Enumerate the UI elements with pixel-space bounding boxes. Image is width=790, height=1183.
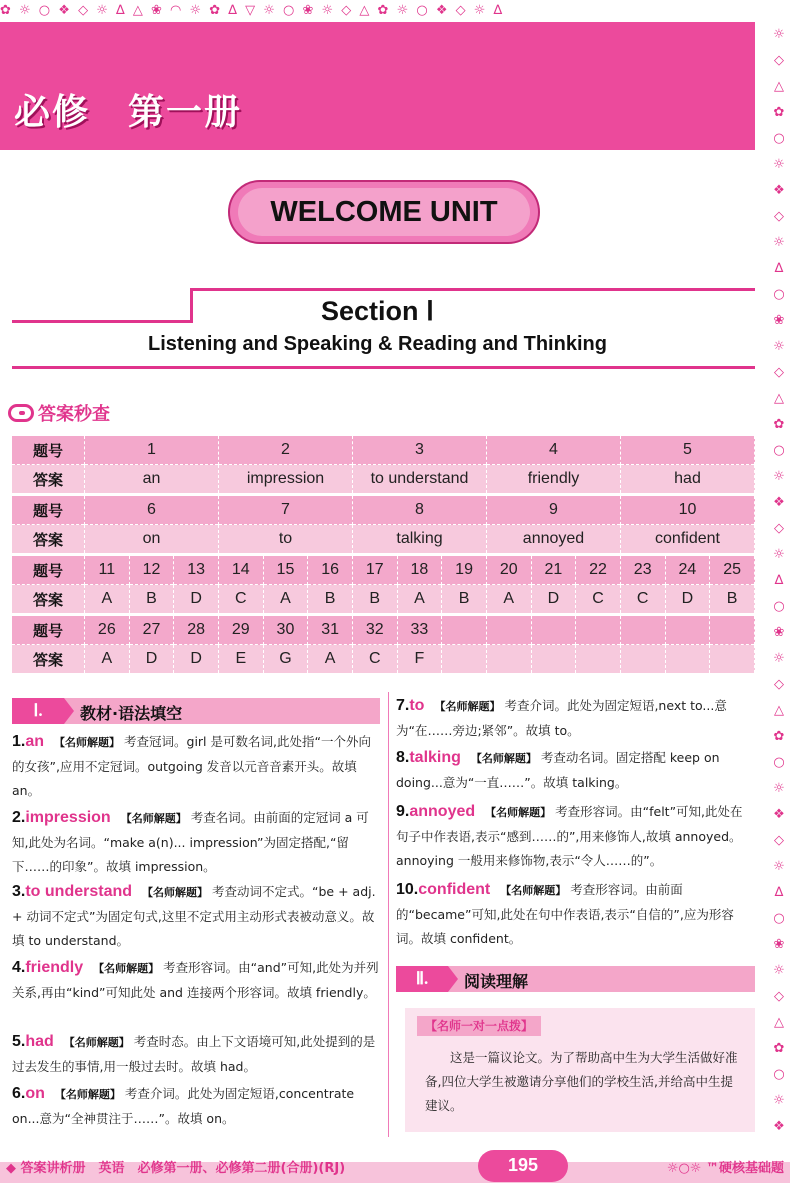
- item-explanation: 考查形容词。由“felt”可知,此处在句子中作表语,表示“感到……的”,用来修饰人,故填 annoyed。annoying 一般用来修饰物,表示“令人……的”。: [396, 804, 743, 868]
- answer-value: D: [174, 645, 219, 674]
- question-number: 32: [352, 616, 397, 645]
- item-number: 7.: [396, 697, 410, 714]
- decor-glyph: ❖: [773, 495, 785, 510]
- item-number: 6.: [12, 1085, 26, 1102]
- question-number: 30: [263, 616, 308, 645]
- answers-heading: [8, 400, 110, 426]
- answer-value: [442, 645, 487, 674]
- item-tag: 【名师解题】: [63, 1036, 130, 1049]
- question-number: 4: [487, 436, 621, 465]
- decor-glyph: ✿: [773, 729, 785, 744]
- item-answer: to understand: [25, 883, 133, 900]
- answer-value: A: [397, 585, 442, 614]
- question-number-row: [12, 556, 755, 585]
- grammar-item: [12, 806, 380, 879]
- decor-glyph: ❀: [773, 625, 785, 640]
- decor-glyph: ☼: [773, 547, 785, 562]
- decor-glyph: ◇: [774, 53, 784, 68]
- item-explanation: 考查时态。由上下文语境可知,此处提到的是过去发生的事情,用一般过去时。故填 had。: [12, 1034, 376, 1074]
- item-tag: 【名师解题】: [142, 886, 209, 899]
- top-decorative-border: ✿ ☼ ○ ❖ ◇ ☼ ∆ △ ❀ ◠ ☼ ✿ ∆ ▽ ☼ ○ ❀ ☼ ◇ △ ✿ ☼ ○ ❖ ◇ ☼ ∆: [0, 0, 790, 22]
- decor-glyph: ☼: [773, 469, 785, 484]
- footer-series-title: ☼○☼ ™硬核基础题: [666, 1161, 784, 1176]
- question-number: 13: [174, 556, 219, 585]
- decor-glyph: ◇: [774, 833, 784, 848]
- column-divider: [388, 692, 389, 1137]
- decor-glyph: ❖: [773, 1119, 785, 1134]
- answer-value: [665, 645, 710, 674]
- answer-value: on: [85, 525, 219, 554]
- item-number: 3.: [12, 883, 26, 900]
- question-number: 11: [85, 556, 130, 585]
- answer-value: C: [576, 585, 621, 614]
- decor-glyph: ◇: [774, 365, 784, 380]
- item-answer: friendly: [25, 959, 84, 976]
- answer-value: F: [397, 645, 442, 674]
- item-explanation: 考查形容词。由前面的“became”可知,此处在句中作表语,表示“自信的”,应为形容词。故填 confident。: [396, 882, 734, 946]
- question-number: [486, 616, 531, 645]
- answer-value: friendly: [487, 465, 621, 494]
- grammar-item: [12, 730, 380, 803]
- grammar-item: [12, 880, 380, 953]
- answer-table: [12, 436, 755, 493]
- answer-value: A: [486, 585, 531, 614]
- answer-value: confident: [621, 525, 755, 554]
- item-answer: had: [25, 1033, 54, 1050]
- item-answer: to: [409, 697, 425, 714]
- item-explanation: 考查介词。此处为固定短语,concentrate on...意为“全神贯注于……”。故填 on。: [12, 1086, 355, 1126]
- item-tag: 【名师解题】: [54, 736, 121, 749]
- grammar-item: [12, 1082, 380, 1131]
- question-number: 17: [352, 556, 397, 585]
- question-number: [576, 616, 621, 645]
- item-explanation: 考查名词。由前面的定冠词 a 可知,此处为名词。“make a(n)... impression”为固定搭配,“留下……的印象”。故填 impression。: [12, 810, 369, 874]
- question-number: [665, 616, 710, 645]
- question-number: 23: [620, 556, 665, 585]
- answer-table: [12, 616, 755, 673]
- answer-value: [620, 645, 665, 674]
- item-answer: an: [25, 733, 45, 750]
- footer-book-title: ◆ 答案讲析册 英语 必修第一册、必修第二册(合册)(RJ): [6, 1161, 346, 1176]
- question-number: 12: [129, 556, 174, 585]
- decor-glyph: ◇: [774, 677, 784, 692]
- question-number: 25: [710, 556, 755, 585]
- answer-row: [12, 585, 755, 614]
- answer-value: C: [620, 585, 665, 614]
- question-number: 18: [397, 556, 442, 585]
- item-tag: 【名师解题】: [120, 812, 187, 825]
- answer-value: to understand: [353, 465, 487, 494]
- teacher-tip-tag: 【名师一对一点拨】: [417, 1016, 541, 1036]
- question-number: 15: [263, 556, 308, 585]
- answer-value: D: [129, 645, 174, 674]
- item-number: 9.: [396, 803, 410, 820]
- question-number: 22: [576, 556, 621, 585]
- question-number-row: [12, 496, 755, 525]
- decor-glyph: ○: [773, 755, 785, 770]
- question-number-row: [12, 436, 755, 465]
- question-number-label: 题号: [12, 556, 85, 585]
- part1-number: Ⅰ.: [12, 698, 64, 724]
- answer-value: C: [352, 645, 397, 674]
- answer-value: to: [219, 525, 353, 554]
- answer-value: B: [308, 585, 353, 614]
- grammar-item: [396, 746, 755, 795]
- question-number: 31: [308, 616, 353, 645]
- decor-glyph: ✿: [773, 417, 785, 432]
- decor-glyph: △: [774, 703, 784, 718]
- question-number: 29: [218, 616, 263, 645]
- item-explanation: 考查动名词。固定搭配 keep on doing...意为“一直……”。故填 talking。: [396, 750, 720, 790]
- answers-heading-label: 答案秒查: [38, 404, 110, 425]
- answer-value: C: [218, 585, 263, 614]
- answer-value: A: [263, 585, 308, 614]
- item-tag: 【名师解题】: [485, 806, 552, 819]
- decor-glyph: ✿: [773, 1041, 785, 1056]
- item-number: 1.: [12, 733, 26, 750]
- question-number: 19: [442, 556, 487, 585]
- decor-glyph: ☼: [773, 157, 785, 172]
- answer-label: 答案: [12, 645, 85, 674]
- part2-number: Ⅱ.: [396, 966, 448, 992]
- question-number: 21: [531, 556, 576, 585]
- answer-row: [12, 465, 755, 494]
- decor-glyph: ∆: [774, 573, 784, 588]
- decor-glyph: ❖: [773, 807, 785, 822]
- answer-lookup-icon: [8, 404, 34, 422]
- item-tag: 【名师解题】: [500, 884, 567, 897]
- question-number-label: 题号: [12, 496, 85, 525]
- item-number: 2.: [12, 809, 26, 826]
- question-number: 1: [85, 436, 219, 465]
- decor-glyph: ☼: [773, 859, 785, 874]
- unit-title-pill: [228, 180, 540, 244]
- question-number: [442, 616, 487, 645]
- chapter-banner: [0, 22, 755, 150]
- answer-value: had: [621, 465, 755, 494]
- item-answer: on: [25, 1085, 45, 1102]
- decor-glyph: ◇: [774, 989, 784, 1004]
- answer-value: [710, 645, 755, 674]
- item-tag: 【名师解题】: [93, 962, 160, 975]
- decor-glyph: △: [774, 391, 784, 406]
- decor-glyph: ◇: [774, 521, 784, 536]
- answer-value: [576, 645, 621, 674]
- item-explanation: 考查介词。此处为固定短语,next to...意为“在……旁边;紧邻”。故填 to。: [396, 698, 727, 738]
- answer-value: [531, 645, 576, 674]
- answer-value: annoyed: [487, 525, 621, 554]
- part1-header: [12, 698, 380, 724]
- item-number: 10.: [396, 881, 419, 898]
- page-number-pill: [478, 1150, 568, 1182]
- decor-glyph: ☼: [773, 1093, 785, 1108]
- answer-value: A: [308, 645, 353, 674]
- item-answer: confident: [418, 881, 491, 898]
- decor-glyph: ○: [773, 443, 785, 458]
- grammar-item: [396, 800, 755, 873]
- question-number: 2: [219, 436, 353, 465]
- answer-value: D: [174, 585, 219, 614]
- decor-glyph: ○: [773, 287, 785, 302]
- section-title: Section Ⅰ: [321, 296, 434, 326]
- decor-glyph: △: [774, 1015, 784, 1030]
- item-answer: annoyed: [409, 803, 476, 820]
- answer-value: B: [352, 585, 397, 614]
- question-number: 33: [397, 616, 442, 645]
- answer-value: G: [263, 645, 308, 674]
- decor-glyph: ☼: [773, 339, 785, 354]
- chapter-title: 必修 第一册: [14, 92, 243, 133]
- answer-value: B: [129, 585, 174, 614]
- decor-glyph: ○: [773, 599, 785, 614]
- right-decorative-border: [768, 22, 790, 1152]
- unit-title: WELCOME UNIT: [270, 196, 498, 228]
- decor-glyph: ○: [773, 131, 785, 146]
- decor-glyph: ☼: [773, 963, 785, 978]
- item-number: 5.: [12, 1033, 26, 1050]
- question-number: 20: [486, 556, 531, 585]
- decor-glyph: △: [774, 79, 784, 94]
- answer-label: 答案: [12, 465, 85, 494]
- question-number: 10: [621, 496, 755, 525]
- question-number: [710, 616, 755, 645]
- answer-value: impression: [219, 465, 353, 494]
- part2-title: 阅读理解: [464, 972, 529, 991]
- question-number: 6: [85, 496, 219, 525]
- decor-glyph: ❖: [773, 183, 785, 198]
- item-tag: 【名师解题】: [434, 700, 501, 713]
- item-tag: 【名师解题】: [54, 1088, 121, 1101]
- decor-glyph: ❀: [773, 937, 785, 952]
- answer-table: [12, 556, 755, 613]
- decor-glyph: ☼: [773, 781, 785, 796]
- item-number: 4.: [12, 959, 26, 976]
- grammar-item: [12, 1030, 380, 1079]
- item-explanation: 考查动词不定式。“be + adj. + 动词不定式”为固定句式,这里不定式用主动形式表被动意义。故填 to understand。: [12, 884, 376, 948]
- question-number: [531, 616, 576, 645]
- question-number: 28: [174, 616, 219, 645]
- grammar-item: [12, 956, 380, 1005]
- decor-glyph: ❀: [773, 313, 785, 328]
- question-number: 5: [621, 436, 755, 465]
- answer-value: A: [85, 585, 130, 614]
- item-number: 8.: [396, 749, 410, 766]
- teacher-tip-text: 这是一篇议论文。为了帮助高中生为大学生活做好准备,四位大学生被邀请分享他们的学校生活,并给高中生提建议。: [425, 1050, 738, 1113]
- decor-glyph: ✿: [773, 105, 785, 120]
- answer-label: 答案: [12, 585, 85, 614]
- question-number: 27: [129, 616, 174, 645]
- item-tag: 【名师解题】: [470, 752, 537, 765]
- decor-glyph: ☼: [773, 651, 785, 666]
- item-explanation: 考查冠词。girl 是可数名词,此处指“一个外向的女孩”,应用不定冠词。outgoing 发音以元音音素开头。故填 an。: [12, 734, 371, 798]
- question-number-label: 题号: [12, 436, 85, 465]
- answer-value: an: [85, 465, 219, 494]
- question-number: 26: [85, 616, 130, 645]
- question-number-label: 题号: [12, 616, 85, 645]
- item-answer: impression: [25, 809, 111, 826]
- part2-header: [396, 966, 755, 992]
- part1-title: 教材·语法填空: [80, 704, 183, 723]
- question-number: 8: [353, 496, 487, 525]
- decor-glyph: ○: [773, 1067, 785, 1082]
- decor-glyph: ∆: [774, 885, 784, 900]
- grammar-item: [396, 694, 755, 743]
- decor-glyph: ∆: [774, 261, 784, 276]
- teacher-tip-box: [405, 1008, 755, 1132]
- decor-glyph: ◇: [774, 209, 784, 224]
- answer-row: [12, 525, 755, 554]
- answer-value: A: [85, 645, 130, 674]
- answer-value: E: [218, 645, 263, 674]
- question-number: 3: [353, 436, 487, 465]
- question-number: 9: [487, 496, 621, 525]
- grammar-item: [396, 878, 755, 951]
- item-answer: talking: [409, 749, 461, 766]
- decor-glyph: ☼: [773, 235, 785, 250]
- question-number: 16: [308, 556, 353, 585]
- question-number: 24: [665, 556, 710, 585]
- answer-value: D: [665, 585, 710, 614]
- question-number: 14: [218, 556, 263, 585]
- answer-value: talking: [353, 525, 487, 554]
- decor-glyph: ☼: [773, 27, 785, 42]
- question-number: 7: [219, 496, 353, 525]
- page-number: 195: [507, 1155, 539, 1175]
- section-subtitle: Listening and Speaking & Reading and Thinking: [148, 333, 607, 355]
- question-number: [620, 616, 665, 645]
- answer-value: B: [710, 585, 755, 614]
- question-number-row: [12, 616, 755, 645]
- answer-value: B: [442, 585, 487, 614]
- decor-glyph: ○: [773, 911, 785, 926]
- answer-value: D: [531, 585, 576, 614]
- answer-row: [12, 645, 755, 674]
- answer-table: [12, 496, 755, 553]
- answer-label: 答案: [12, 525, 85, 554]
- item-explanation: 考查形容词。由“and”可知,此处为并列关系,再由“kind”可知此处 and 连接两个形容词。故填 friendly。: [12, 960, 379, 1000]
- answer-value: [486, 645, 531, 674]
